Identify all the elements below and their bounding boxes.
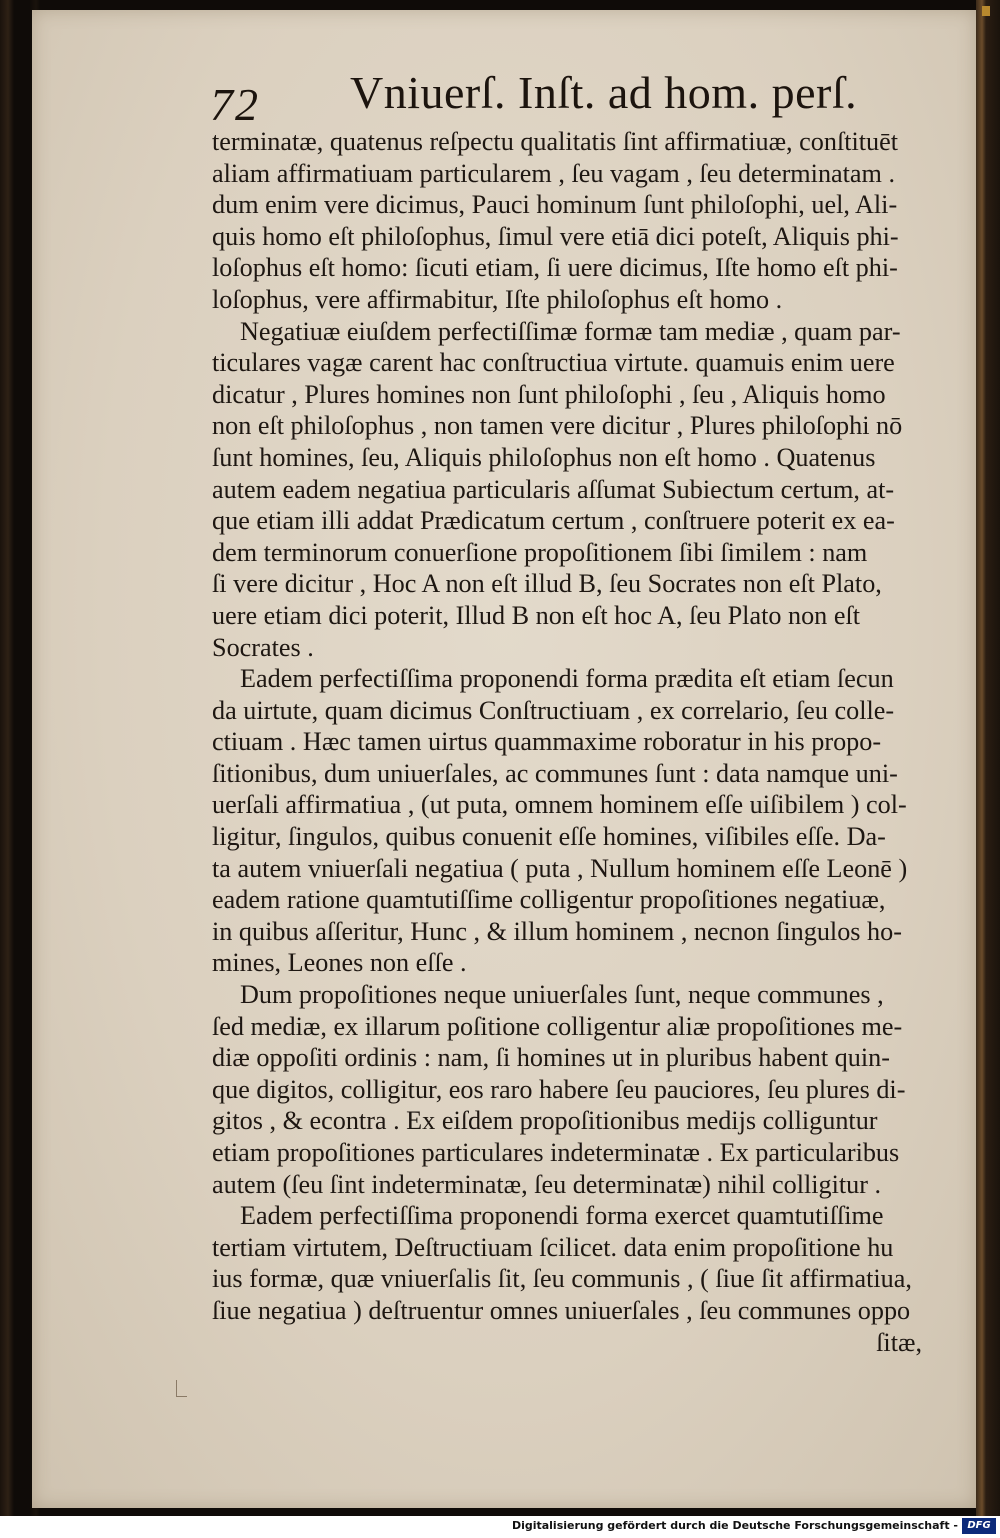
text-line: que etiam illi addat Prædicatum certum , conſtruere poterit ex ea-	[212, 506, 895, 536]
text-line: que digitos, colligitur, eos raro habere ſeu pauciores, ſeu plures di-	[212, 1074, 906, 1104]
text-line: loſophus eſt homo: ſicuti etiam, ſi uere dicimus, Iſte homo eſt phi-	[212, 253, 898, 283]
text-line: ſitionibus, dum uniuerſales, ac communes ſunt : data namque uni-	[212, 758, 898, 788]
text-line: gitos , & econtra . Ex eiſdem propoſitionibus medijs colliguntur	[212, 1106, 878, 1136]
text-line: dicatur , Plures homines non ſunt philoſophi , ſeu , Aliquis homo	[212, 379, 886, 409]
text-line: terminatæ, quatenus reſpectu qualitatis ſint affirmatiuæ, conſtituēt	[212, 127, 899, 156]
text-line: tertiam virtutem, Deſtructiuam ſcilicet. data enim propoſitione hu	[212, 1232, 894, 1262]
text-line: uere etiam dici poterit, Illud B non eſt hoc A, ſeu Plato non eſt	[212, 600, 860, 630]
text-line: autem (ſeu ſint indeterminatæ, ſeu determinatæ) nihil colligitur .	[212, 1169, 882, 1199]
text-line: dum enim vere dicimus, Pauci hominum ſunt philoſophi, uel, Ali-	[212, 190, 898, 220]
pencil-mark	[176, 1380, 187, 1397]
text-line: loſophus, vere affirmabitur, Iſte philoſophus eſt homo .	[212, 284, 783, 314]
paragraph-start-line: Eadem perfectiſſima proponendi forma prædita eſt etiam ſecun	[240, 664, 894, 694]
text-line: quis homo eſt philoſophus, ſimul vere etiā dici poteſt, Aliquis phi-	[212, 221, 899, 251]
digitization-footer	[0, 1516, 1000, 1538]
paragraph-start-line: Dum propoſitiones neque uniuerſales ſunt, neque communes ,	[240, 980, 884, 1010]
body-text	[212, 126, 952, 1358]
text-line: diæ oppoſiti ordinis : nam, ſi homines ut in pluribus habent quin-	[212, 1043, 890, 1073]
text-line: autem eadem negatiua particularis aſſumat Subiectum certum, at-	[212, 474, 895, 504]
text-line: ctiuam . Hæc tamen uirtus quammaxime roboratur in his propo-	[212, 727, 882, 757]
text-line: aliam affirmatiuam particularem , ſeu vagam , ſeu determinatam .	[212, 158, 896, 188]
text-line: ticulares vagæ carent hac conſtructiua virtute. quamuis enim uere	[212, 348, 895, 378]
text-line: da uirtute, quam dicimus Conſtructiuam , ex correlario, ſeu colle-	[212, 695, 895, 725]
catchword: ſitæ,	[876, 1327, 922, 1357]
text-line: ta autem vniuerſali negatiua ( puta , Nullum hominem eſſe Leonē )	[212, 853, 908, 883]
text-line: ſiue negatiua ) deſtruentur omnes uniuerſales , ſeu communes oppo	[212, 1295, 911, 1325]
text-line: ligitur, ſingulos, quibus conuenit eſſe homines, viſibiles eſſe. Da-	[212, 822, 886, 852]
text-line: ius formæ, quæ vniuerſalis ſit, ſeu communis , ( ſiue ſit affirmatiua,	[212, 1264, 912, 1294]
text-line: eadem ratione quamtutiſſime colligentur propoſitiones negatiuæ,	[212, 885, 886, 915]
gilt-edge-mark	[982, 6, 990, 16]
running-title: Vniuerſ. Inſt. ad hom. perſ.	[350, 67, 858, 118]
text-line: Socrates .	[212, 632, 314, 662]
text-line: ſed mediæ, ex illarum poſitione colligentur aliæ propoſitiones me-	[212, 1011, 903, 1041]
text-line: in quibus aſſeritur, Hunc , & illum hominem , necnon ſingulos ho-	[212, 916, 902, 946]
text-line: dem terminorum conuerſione propoſitionem ſibi ſimilem : nam	[212, 537, 868, 567]
text-line: ſi vere dicitur , Hoc A non eſt illud B, ſeu Socrates non eſt Plato,	[212, 569, 882, 599]
dfg-logo: DFG	[962, 1518, 996, 1534]
book-edge	[976, 0, 1000, 1516]
text-line: etiam propoſitiones particulares indeterminatæ . Ex particularibus	[212, 1138, 900, 1167]
text-line: mines, Leones non eſſe .	[212, 948, 467, 978]
text-line: uerſali affirmatiua , (ut puta, omnem hominem eſſe uiſibilem ) col-	[212, 790, 907, 820]
running-head	[210, 66, 970, 130]
page-number: 72	[210, 79, 260, 130]
paragraph-start-line: Negatiuæ eiuſdem perfectiſſimæ formæ tam mediæ , quam par-	[240, 316, 901, 346]
funding-note: Digitalisierung gefördert durch die Deutsche Forschungsgemeinschaft -	[511, 1519, 958, 1532]
text-line: non eſt philoſophus , non tamen vere dicitur , Plures philoſophi nō	[212, 411, 903, 441]
paragraph-start-line: Eadem perfectiſſima proponendi forma exercet quamtutiſſime	[240, 1201, 884, 1231]
text-line: ſunt homines, ſeu, Aliquis philoſophus non eſt homo . Quatenus	[212, 442, 876, 472]
